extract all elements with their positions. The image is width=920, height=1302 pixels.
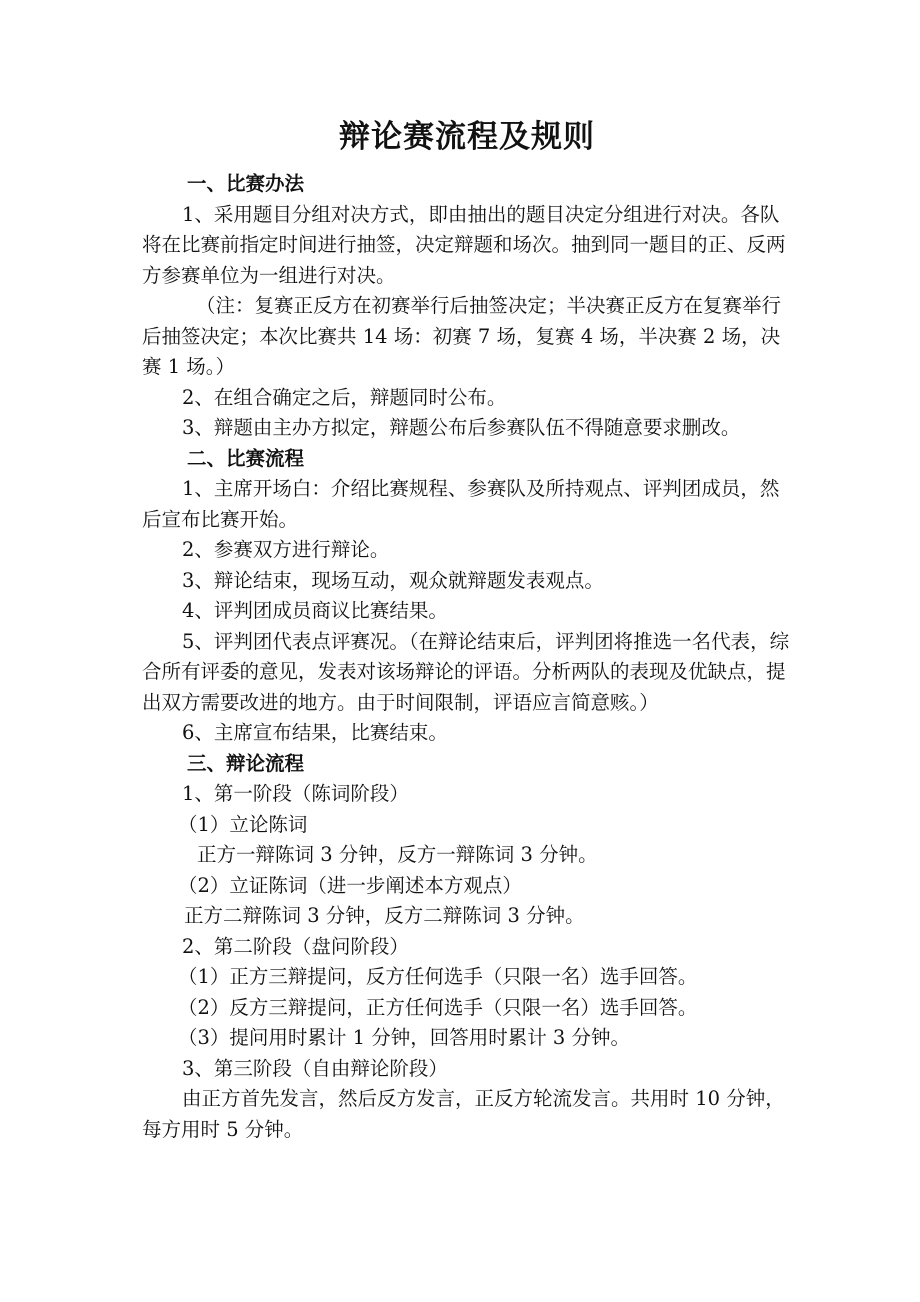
paragraph: 由正方首先发言，然后反方发言，正反方轮流发言。共用时 10 分钟，每方用时 5 分钟。 bbox=[142, 1087, 785, 1141]
sub-item: （1）正方三辩提问，反方任何选手（只限一名）选手回答。 bbox=[178, 965, 698, 988]
sub-item-text: 正方二辩陈词 3 分钟，反方二辩陈词 3 分钟。 bbox=[184, 904, 585, 927]
paragraph: 2、在组合确定之后，辩题同时公布。 bbox=[182, 385, 507, 409]
paragraph: 4、评判团成员商议比赛结果。 bbox=[182, 599, 448, 622]
stage-heading: 3、第三阶段（自由辩论阶段） bbox=[182, 1056, 448, 1080]
sub-item: （3）提问用时累计 1 分钟，回答用时累计 3 分钟。 bbox=[178, 1026, 631, 1049]
paragraph: 6、主席宣布结果，比赛结束。 bbox=[182, 721, 448, 744]
page-title: 辩论赛流程及规则 bbox=[339, 119, 595, 155]
sub-item: （2）反方三辩提问，正方任何选手（只限一名）选手回答。 bbox=[178, 995, 698, 1019]
paragraph: 1、采用题目分组对决方式，即由抽出的题目决定分组进行对决。各队将在比赛前指定时间进行抽签，决定辩题和场次。抽到同一题目的正、反两方参赛单位为一组进行对决。 bbox=[142, 202, 786, 287]
section-heading-3: 三、辩论流程 bbox=[187, 751, 305, 775]
paragraph: 3、辩论结束，现场互动，观众就辩题发表观点。 bbox=[182, 568, 604, 592]
section-heading-1: 一、比赛办法 bbox=[187, 172, 305, 195]
paragraph: 5、评判团代表点评赛况。（在辩论结束后，评判团将推选一名代表，综合所有评委的意见，发表对该场辩论的评语。分析两队的表现及优缺点，提出双方需要改进的地方。由于时间限制，评语应言简意赅。） bbox=[142, 629, 790, 714]
sub-item: （1）立论陈词 bbox=[178, 812, 308, 836]
sub-item-text: 正方一辩陈词 3 分钟，反方一辩陈词 3 分钟。 bbox=[197, 843, 598, 866]
paragraph: 3、辩题由主办方拟定，辩题公布后参赛队伍不得随意要求删改。 bbox=[182, 416, 741, 439]
stage-heading: 2、第二阶段（盘问阶段） bbox=[182, 934, 409, 958]
note-paragraph: （注：复赛正反方在初赛举行后抽签决定；半决赛正反方在复赛举行后抽签决定；本次比赛共 14 场：初赛 7 场，复赛 4 场，半决赛 2 场，决赛 1 场。） bbox=[142, 294, 782, 378]
section-heading-2: 二、比赛流程 bbox=[187, 446, 305, 470]
sub-item: （2）立证陈词（进一步阐述本方观点） bbox=[178, 873, 522, 897]
paragraph: 1、主席开场白：介绍比赛规程、参赛队及所持观点、评判团成员，然后宣布比赛开始。 bbox=[142, 477, 780, 531]
paragraph: 2、参赛双方进行辩论。 bbox=[182, 538, 390, 561]
stage-heading: 1、第一阶段（陈词阶段） bbox=[182, 782, 409, 805]
